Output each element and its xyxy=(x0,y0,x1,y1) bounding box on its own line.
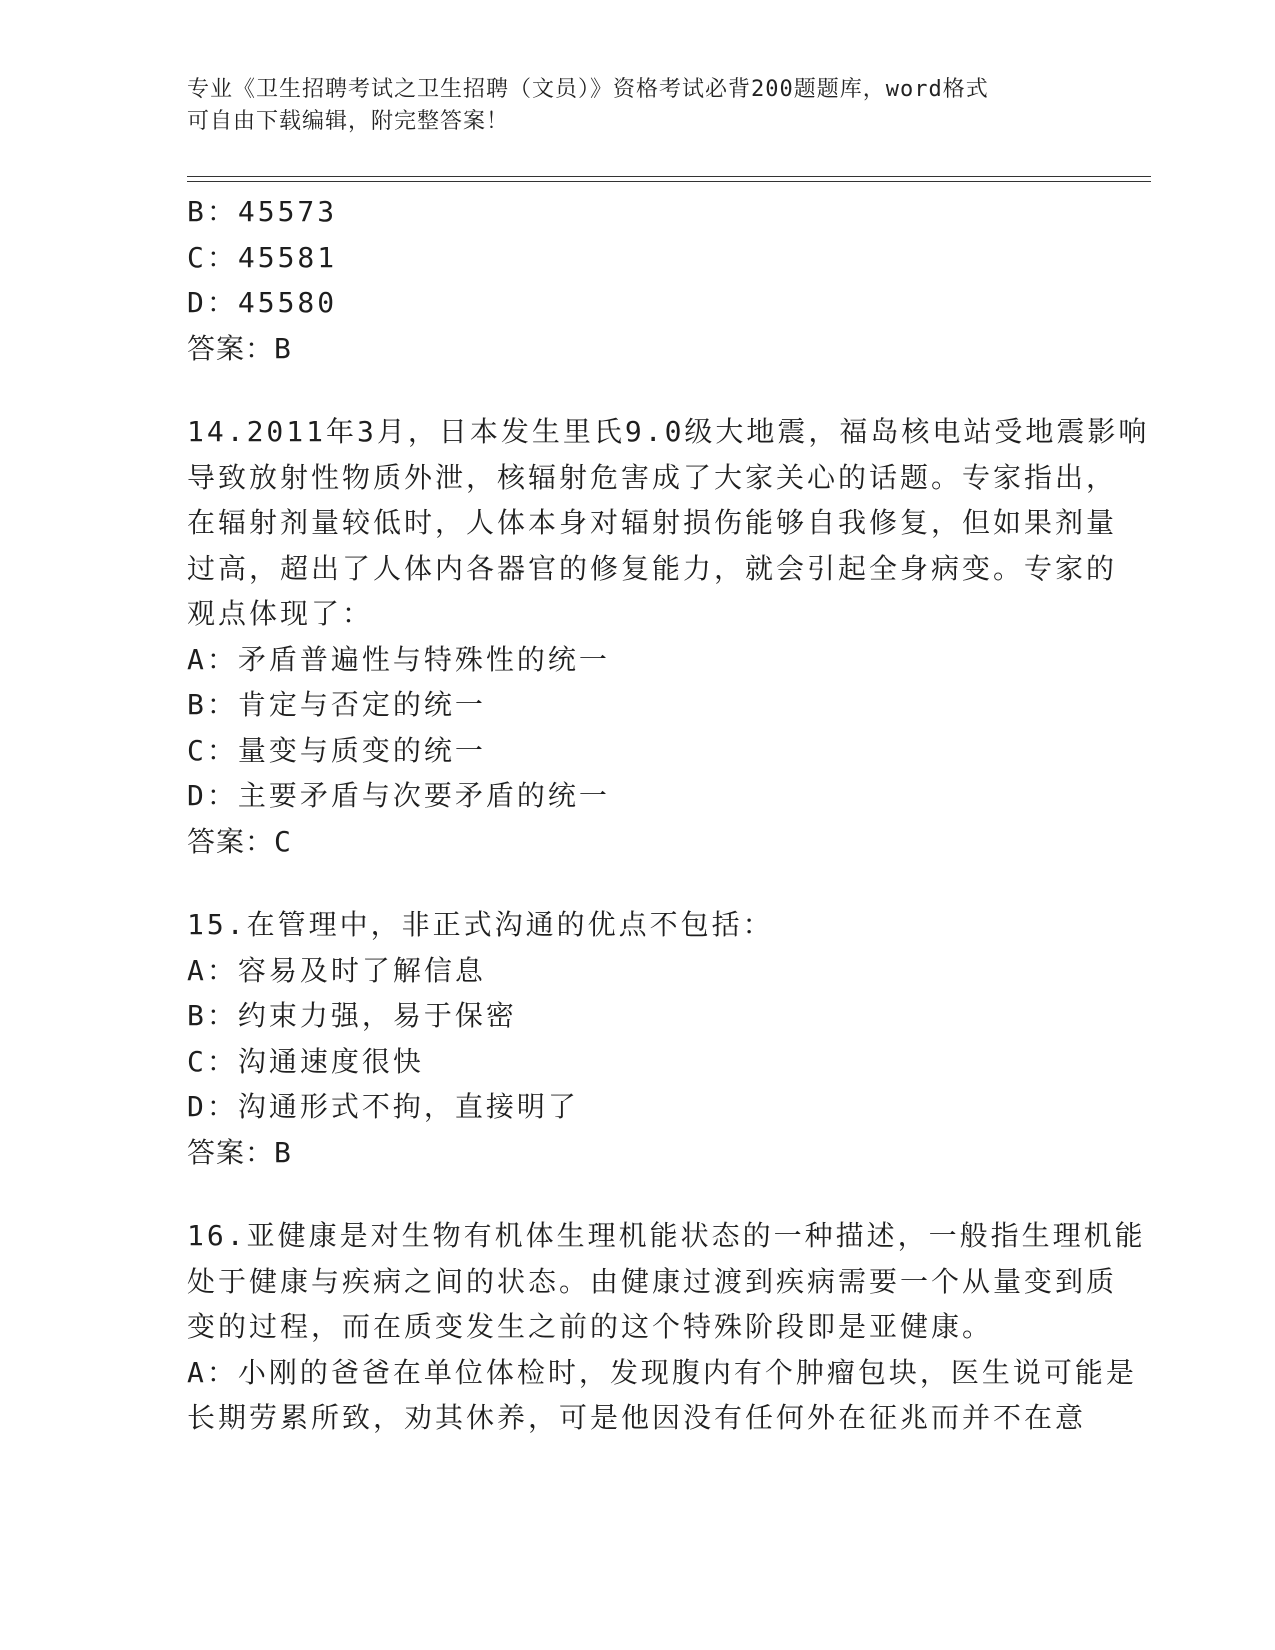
answer: 答案：B xyxy=(187,1135,292,1169)
option-d: D：45580 xyxy=(187,286,338,319)
option-c: C：量变与质变的统一 xyxy=(187,733,486,767)
header-rule-bottom xyxy=(187,181,1151,182)
option-a: A：容易及时了解信息 xyxy=(187,953,486,987)
question-text-line: 处于健康与疾病之间的状态。由健康过渡到疾病需要一个从量变到质 xyxy=(187,1264,1118,1298)
option-b: B：约束力强，易于保密 xyxy=(187,999,517,1032)
header-line-1: 专业《卫生招聘考试之卫生招聘（文员）》资格考试必背200题题库，word格式 xyxy=(187,77,989,102)
question-13-partial xyxy=(187,189,1087,371)
question-text-line: 14.2011年3月，日本发生里氏9.0级大地震，福岛核电站受地震影响 xyxy=(187,415,1150,448)
option-b: B：45573 xyxy=(187,195,338,228)
question-15 xyxy=(187,902,1087,1175)
question-text-line: 导致放射性物质外泄，核辐射危害成了大家关心的话题。专家指出， xyxy=(187,460,1118,494)
option-b: B：肯定与否定的统一 xyxy=(187,688,486,721)
question-text-line: 16.亚健康是对生物有机体生理机能状态的一种描述，一般指生理机能 xyxy=(187,1219,1146,1252)
option-d: D：主要矛盾与次要矛盾的统一 xyxy=(187,779,610,812)
option-a-continued: 长期劳累所致，劝其休养，可是他因没有任何外在征兆而并不在意 xyxy=(187,1401,1087,1434)
question-14 xyxy=(187,409,1150,864)
document-header xyxy=(187,74,1067,138)
header-rule-top xyxy=(187,176,1151,177)
question-text-line: 过高，超出了人体内各器官的修复能力，就会引起全身病变。专家的 xyxy=(187,551,1118,585)
question-text-line: 观点体现了： xyxy=(187,597,374,630)
answer: 答案：C xyxy=(187,824,292,858)
question-text-line: 15.在管理中，非正式沟通的优点不包括： xyxy=(187,908,774,941)
document-body xyxy=(187,189,1150,1441)
answer: 答案：B xyxy=(187,331,292,365)
option-c: C：沟通速度很快 xyxy=(187,1044,424,1078)
option-a: A：小刚的爸爸在单位体检时，发现腹内有个肿瘤包块，医生说可能是 xyxy=(187,1355,1137,1389)
question-text-line: 在辐射剂量较低时，人体本身对辐射损伤能够自我修复，但如果剂量 xyxy=(187,506,1118,539)
question-16 xyxy=(187,1213,1146,1441)
question-text-line: 变的过程，而在质变发生之前的这个特殊阶段即是亚健康。 xyxy=(187,1310,994,1343)
header-line-2: 可自由下载编辑，附完整答案！ xyxy=(187,109,510,134)
option-d: D：沟通形式不拘，直接明了 xyxy=(187,1090,579,1123)
option-a: A：矛盾普遍性与特殊性的统一 xyxy=(187,642,610,676)
option-c: C：45581 xyxy=(187,240,338,274)
